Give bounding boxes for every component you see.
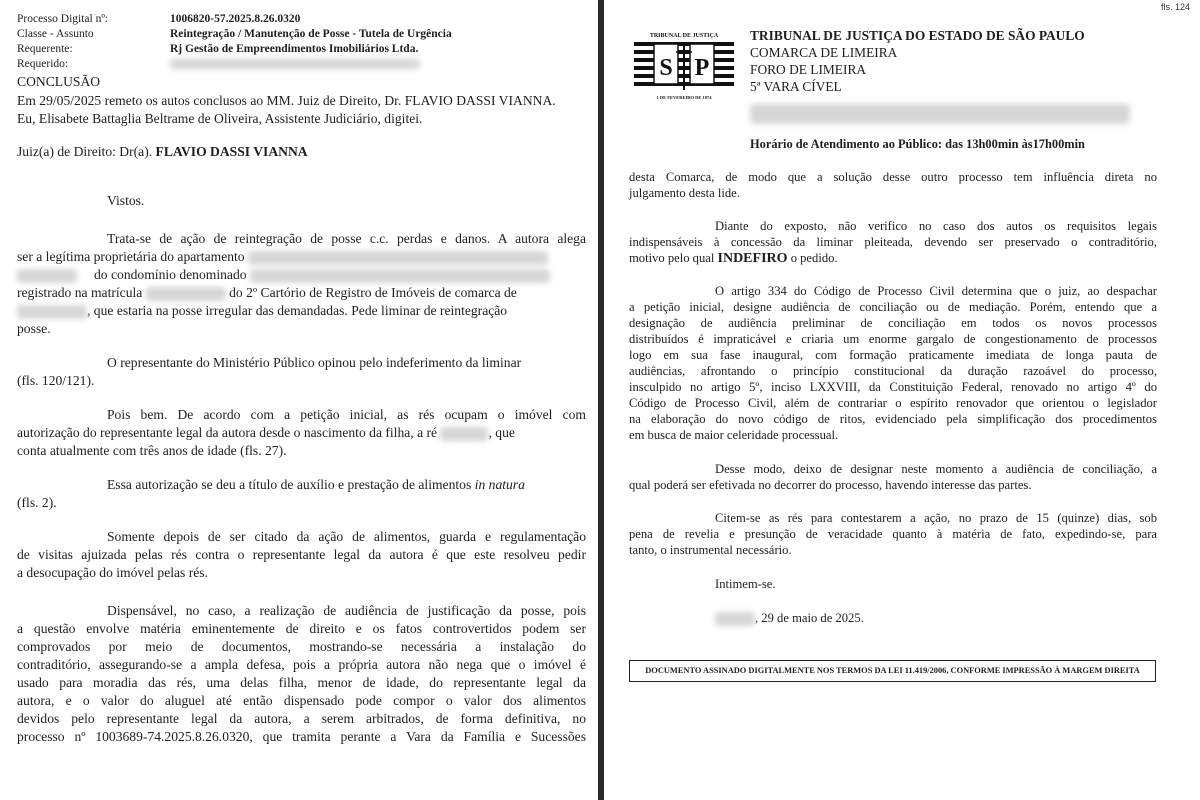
svg-text:1 DE FEVEREIRO DE 1874: 1 DE FEVEREIRO DE 1874 <box>656 95 712 100</box>
r3-line9: na elaboração do novo código de ritos, evidenciado pela simplificação dos procedimentos <box>629 412 1157 426</box>
folha-number: fls. 124 <box>1160 2 1190 12</box>
conclusao-title: CONCLUSÃO <box>17 74 101 89</box>
p6-line5: usado para moradia das rés, uma delas filha, menor de idade, do representante legal da <box>17 675 586 690</box>
r3-line8: Código de Processo Civil, além de contrariar o espírito renovador que orientou o legislador <box>629 396 1157 410</box>
classe-value: Reintegração / Manutenção de Posse - Tutela de Urgência <box>170 28 452 40</box>
header-requerido-row <box>17 57 420 71</box>
p1-line5: , que estaria na posse irregular das demandadas. Pede liminar de reintegração <box>17 302 507 320</box>
left-document-page <box>0 0 598 800</box>
juiz-label: Juiz(a) de Direito: Dr(a). <box>17 144 153 159</box>
requerido-label: Requerido: <box>17 58 69 70</box>
redacted-matricula <box>146 287 226 301</box>
r3-line6: audiências, afrontando o princípio constitucional da duração razoável do processo, <box>629 364 1157 378</box>
redacted-address <box>750 104 1130 124</box>
juiz-line <box>17 143 308 161</box>
p1-line1: Trata-se de ação de reintegração de posse c.c. perdas e danos. A autora alega <box>107 231 586 246</box>
p3-line1: Pois bem. De acordo com a petição inicial, as rés ocupam o imóvel com <box>107 407 586 422</box>
requerente-label: Requerente: <box>17 43 73 55</box>
redacted-comarca <box>17 305 87 319</box>
r3-line3: designação de audiência preliminar de conciliação em todos os novos processos <box>629 316 1157 330</box>
p5-line2: de visitas ajuizada pelas rés contra o representante legal da autora é que este resolveu pedir <box>17 547 586 562</box>
p1-line4: registrado na matrícula do 2º Cartório de Registro de Imóveis de comarca de <box>17 285 517 300</box>
vara-name: 5ª VARA CÍVEL <box>750 79 842 94</box>
p3-line2: autorização do representante legal da autora desde o nascimento da filha, a ré , que <box>17 425 515 440</box>
p1-line6: posse. <box>17 321 51 336</box>
processo-value: 1006820-57.2025.8.26.0320 <box>170 13 301 25</box>
redacted-condominio <box>250 269 550 283</box>
redacted-requerido <box>170 59 420 69</box>
r3-line7: insculpido no artigo 5º, inciso LXXVIII, da Constituição Federal, renovado no artigo 4º do <box>629 380 1157 394</box>
r1-line1: desta Comarca, de modo que a solução desse outro processo tem influência direta no <box>629 170 1157 184</box>
date-line: , 29 de maio de 2025. <box>715 610 864 626</box>
p6-line6: autora, e o valor do aluguel até então dispensado pode compor o valor dos alimentos <box>17 693 586 708</box>
r3-line2: a petição inicial, designe audiência de conciliação ou de mediação. Porém, entendo que a <box>629 300 1157 314</box>
redacted-filha <box>440 427 488 441</box>
svg-text:P: P <box>694 55 710 81</box>
conclusao-line1: Em 29/05/2025 remeto os autos conclusos ao MM. Juiz de Direito, Dr. FLAVIO DASSI VIANNA. <box>17 93 556 108</box>
p6-line4: contraditório, assegurando-se a ampla defesa, pois a própria autora não nega que o imóvel é <box>17 657 586 672</box>
r5-line2: pena de revelia e presunção de veracidade quanto à matéria de fato, expedindo-se, para <box>629 527 1157 541</box>
requerente-value: Rj Gestão de Empreendimentos Imobiliários Ltda. <box>170 43 419 55</box>
r5-line3: tanto, o instrumental necessário. <box>629 543 792 557</box>
svg-text:S: S <box>659 55 673 81</box>
r4-line2: qual poderá ser efetivada no decorrer do processo, havendo interesse das partes. <box>629 478 1032 492</box>
redacted-apartamento <box>248 251 548 265</box>
r3-line10: em busca de maior celeridade processual. <box>629 428 839 442</box>
p6-line3: comprovados por meio de documentos, mostrando-se necessária a instalação do <box>17 639 586 654</box>
intimem-se: Intimem-se. <box>715 577 776 591</box>
tjsp-logo-icon <box>634 28 734 102</box>
header-requerente-row <box>17 42 418 56</box>
p6-line2: a questão envolve matéria eminentemente de direito e os fatos controvertidos podem ser <box>17 621 586 636</box>
p2-line2: (fls. 120/121). <box>17 373 95 388</box>
redacted-unit <box>17 269 77 283</box>
header-processo-row <box>17 12 300 26</box>
r3-line5: logo em sua fase inaugural, com formação praticamente imediata de longa pauta de <box>629 348 1157 362</box>
conclusao-line2: Eu, Elisabete Battaglia Beltrame de Oliveira, Assistente Judiciário, digitei. <box>17 111 423 126</box>
p1-line3: do condomínio denominado <box>17 266 550 284</box>
r1-line2: julgamento desta lide. <box>629 186 740 200</box>
p6-line1: Dispensável, no caso, a realização de audiência de justificação da posse, pois <box>107 603 586 618</box>
digital-signature-footer: DOCUMENTO ASSINADO DIGITALMENTE NOS TERMOS DA LEI 11.419/2006, CONFORME IMPRESSÃO À MARGEM DIREITA <box>629 660 1156 682</box>
p2-line1: O representante do Ministério Público opinou pelo indeferimento da liminar <box>107 355 522 370</box>
processo-label: Processo Digital nº: <box>17 13 109 25</box>
svg-text:TRIBUNAL DE JUSTIÇA: TRIBUNAL DE JUSTIÇA <box>649 33 719 39</box>
p5-line3: a desocupação do imóvel pelas rés. <box>17 565 208 580</box>
r2-line1: Diante do exposto, não verifico no caso dos autos os requisitos legais <box>715 219 1157 233</box>
p3-line3: conta atualmente com três anos de idade (fls. 27). <box>17 443 287 458</box>
p4-line1: Essa autorização se deu a título de auxílio e prestação de alimentos in natura <box>107 477 525 492</box>
r3-line4: distribuídos é impraticável e criaria um enorme gargalo de congestionamento de processos <box>629 332 1157 346</box>
r3-line1: O artigo 334 do Código de Processo Civil determina que o juiz, ao despachar <box>715 284 1157 298</box>
r2-line3: motivo pelo qual INDEFIRO o pedido. <box>629 251 838 266</box>
juiz-name: FLAVIO DASSI VIANNA <box>155 144 308 159</box>
p6-line8: processo nº 1003689-74.2025.8.26.0320, que tramita perante a Vara da Família e Sucessões <box>17 729 586 744</box>
foro-name: FORO DE LIMEIRA <box>750 62 867 77</box>
indefiro-word: INDEFIRO <box>717 251 788 266</box>
p1-line2: ser a legítima proprietária do apartamento <box>17 248 548 266</box>
p5-line1: Somente depois de ser citado da ação de alimentos, guarda e regulamentação <box>107 529 586 544</box>
r4-line1: Desse modo, deixo de designar neste momento a audiência de conciliação, a <box>715 462 1157 476</box>
p6-line7: devidos pelo representante legal da autora, a serem arbitrados, de forma definitiva, no <box>17 711 586 726</box>
right-document-page <box>604 0 1200 800</box>
horario-atendimento: Horário de Atendimento ao Público: das 13h00min às17h00min <box>750 137 1085 151</box>
header-classe-row <box>17 27 452 41</box>
r5-line1: Citem-se as rés para contestarem a ação, no prazo de 15 (quinze) dias, sob <box>715 511 1157 525</box>
comarca-name: COMARCA DE LIMEIRA <box>750 45 898 60</box>
classe-label: Classe - Assunto <box>17 28 94 40</box>
r2-line2: indispensáveis à concessão da liminar pleiteada, devendo ser preservado o contraditório, <box>629 235 1157 249</box>
court-name: TRIBUNAL DE JUSTIÇA DO ESTADO DE SÃO PAULO <box>750 28 1085 43</box>
redacted-city <box>715 612 755 626</box>
p4-line2: (fls. 2). <box>17 495 57 510</box>
vistos: Vistos. <box>107 193 145 208</box>
